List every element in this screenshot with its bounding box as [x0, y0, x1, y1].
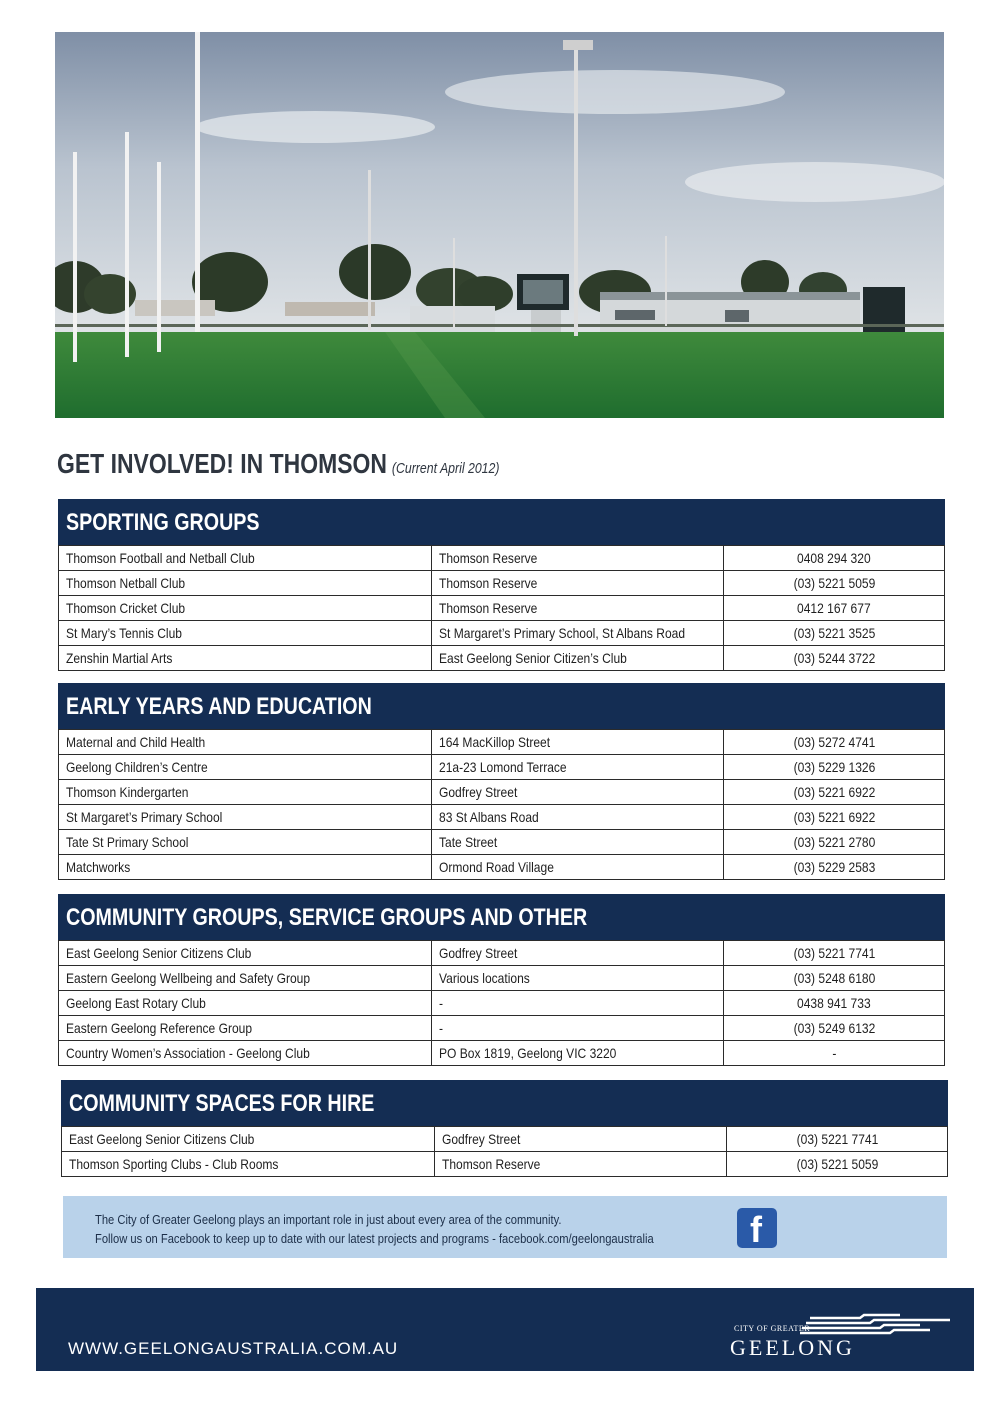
group-name-cell: [59, 805, 432, 830]
phone-cell: [724, 780, 945, 805]
location-cell-text: 21a-23 Lomond Terrace: [439, 759, 567, 775]
facebook-text: [95, 1210, 745, 1248]
location-cell-text: Thomson Reserve: [439, 550, 538, 566]
table-row: [59, 596, 945, 621]
group-name-cell: [59, 1041, 432, 1066]
location-cell: [435, 1127, 727, 1152]
group-name-cell: [59, 991, 432, 1016]
location-cell-text: St Margaret’s Primary School, St Albans Road: [439, 625, 686, 641]
location-cell-text: 83 St Albans Road: [439, 809, 539, 825]
section-heading-text: SPORTING GROUPS: [66, 509, 260, 536]
phone-cell-text: (03) 5221 6922: [793, 809, 875, 825]
location-cell-text: Godfrey Street: [439, 784, 518, 800]
location-cell: [432, 966, 724, 991]
group-name-cell-text: East Geelong Senior Citizens Club: [69, 1131, 255, 1147]
phone-cell-text: (03) 5229 1326: [793, 759, 875, 775]
group-name-cell-text: St Margaret’s Primary School: [66, 809, 223, 825]
phone-cell: [724, 730, 945, 755]
table-row: [62, 1127, 948, 1152]
section-heading: [61, 1080, 948, 1126]
table-row: [62, 1152, 948, 1177]
phone-cell-text: (03) 5249 6132: [793, 1020, 875, 1036]
section-spaces-for-hire: [61, 1080, 948, 1177]
group-name-cell-text: Thomson Netball Club: [66, 575, 186, 591]
group-name-cell: [59, 596, 432, 621]
phone-cell-text: (03) 5221 6922: [793, 784, 875, 800]
phone-cell-text: (03) 5244 3722: [793, 650, 875, 666]
location-cell: [432, 730, 724, 755]
table-row: [59, 805, 945, 830]
group-name-cell-text: Geelong Children’s Centre: [66, 759, 208, 775]
group-name-cell: [59, 646, 432, 671]
phone-cell: [724, 646, 945, 671]
section-heading-text: COMMUNITY GROUPS, SERVICE GROUPS AND OTHER: [66, 904, 588, 931]
phone-cell: [724, 966, 945, 991]
location-cell-text: Thomson Reserve: [442, 1156, 541, 1172]
phone-cell: [724, 571, 945, 596]
group-name-cell: [59, 730, 432, 755]
phone-cell: [724, 621, 945, 646]
section-community-groups: [58, 894, 945, 1066]
location-cell: [432, 830, 724, 855]
group-name-cell-text: Geelong East Rotary Club: [66, 995, 206, 1011]
phone-cell: [727, 1127, 948, 1152]
location-cell: [432, 1016, 724, 1041]
location-cell-text: Godfrey Street: [439, 945, 518, 961]
page-subtitle: (Current April 2012): [391, 460, 500, 477]
location-cell-text: PO Box 1819, Geelong VIC 3220: [439, 1045, 617, 1061]
location-cell: [432, 1041, 724, 1066]
logo-small-text: CITY OF GREATER: [734, 1324, 811, 1333]
contacts-table: [61, 1126, 948, 1177]
group-name-cell: [59, 571, 432, 596]
phone-cell-text: (03) 5221 7741: [793, 945, 875, 961]
group-name-cell-text: Maternal and Child Health: [66, 734, 206, 750]
section-heading-text: EARLY YEARS AND EDUCATION: [66, 693, 372, 720]
location-cell: [432, 755, 724, 780]
group-name-cell: [59, 755, 432, 780]
phone-cell-text: (03) 5221 3525: [793, 625, 875, 641]
group-name-cell-text: East Geelong Senior Citizens Club: [66, 945, 252, 961]
group-name-cell-text: Thomson Sporting Clubs - Club Rooms: [69, 1156, 279, 1172]
group-name-cell-text: Eastern Geelong Reference Group: [66, 1020, 253, 1036]
footer: [36, 1288, 974, 1371]
table-row: [59, 1041, 945, 1066]
location-cell-text: Various locations: [439, 970, 530, 986]
group-name-cell: [59, 966, 432, 991]
location-cell: [435, 1152, 727, 1177]
group-name-cell-text: Matchworks: [66, 859, 131, 875]
group-name-cell: [59, 621, 432, 646]
wave-lines-icon: [800, 1306, 960, 1336]
table-row: [59, 646, 945, 671]
sports-ground-photo: [55, 32, 944, 418]
table-row: [59, 830, 945, 855]
location-cell: [432, 780, 724, 805]
table-row: [59, 941, 945, 966]
group-name-cell: [62, 1152, 435, 1177]
location-cell-text: East Geelong Senior Citizen’s Club: [439, 650, 627, 666]
phone-cell-text: (03) 5248 6180: [793, 970, 875, 986]
location-cell-text: Thomson Reserve: [439, 600, 538, 616]
group-name-cell-text: Zenshin Martial Arts: [66, 650, 173, 666]
group-name-cell-text: Thomson Cricket Club: [66, 600, 186, 616]
location-cell: [432, 596, 724, 621]
contacts-table: [58, 545, 945, 671]
table-row: [59, 966, 945, 991]
page-title: [57, 448, 499, 480]
location-cell: [432, 805, 724, 830]
group-name-cell-text: Country Women’s Association - Geelong Club: [66, 1045, 310, 1061]
table-row: [59, 730, 945, 755]
location-cell: [432, 546, 724, 571]
phone-cell-text: (03) 5229 2583: [793, 859, 875, 875]
table-row: [59, 546, 945, 571]
phone-cell: [724, 1041, 945, 1066]
facebook-banner: [63, 1196, 947, 1258]
table-row: [59, 571, 945, 596]
group-name-cell-text: Thomson Kindergarten: [66, 784, 189, 800]
location-cell-text: 164 MacKillop Street: [439, 734, 551, 750]
location-cell: [432, 571, 724, 596]
logo-big-text: GEELONG: [730, 1335, 855, 1360]
section-early-years: [58, 683, 945, 880]
facebook-icon[interactable]: [737, 1208, 777, 1248]
phone-cell-text: (03) 5221 5059: [793, 575, 875, 591]
table-row: [59, 1016, 945, 1041]
location-cell-text: -: [439, 1020, 444, 1036]
facebook-icon-glyph: f: [750, 1209, 762, 1250]
location-cell: [432, 991, 724, 1016]
phone-cell-text: 0438 941 733: [797, 995, 871, 1011]
phone-cell: [724, 1016, 945, 1041]
phone-cell: [724, 755, 945, 780]
phone-cell-text: (03) 5272 4741: [793, 734, 875, 750]
table-row: [59, 855, 945, 880]
table-row: [59, 780, 945, 805]
group-name-cell-text: Thomson Football and Netball Club: [66, 550, 255, 566]
group-name-cell: [59, 855, 432, 880]
location-cell-text: Ormond Road Village: [439, 859, 554, 875]
contacts-table: [58, 940, 945, 1066]
table-row: [59, 755, 945, 780]
phone-cell-text: 0408 294 320: [797, 550, 871, 566]
section-heading: [58, 683, 945, 729]
group-name-cell: [59, 941, 432, 966]
facebook-text-line2: Follow us on Facebook to keep up to date with our latest projects and programs - facebook.com/geelongaustralia: [95, 1231, 654, 1246]
phone-cell: [724, 830, 945, 855]
section-heading: [58, 894, 945, 940]
contacts-table: [58, 729, 945, 880]
location-cell: [432, 621, 724, 646]
section-heading: [58, 499, 945, 545]
group-name-cell: [59, 1016, 432, 1041]
group-name-cell: [59, 780, 432, 805]
phone-cell-text: -: [831, 1045, 837, 1061]
group-name-cell: [62, 1127, 435, 1152]
group-name-cell: [59, 830, 432, 855]
phone-cell: [724, 855, 945, 880]
section-sporting-groups: [58, 499, 945, 671]
website-link[interactable]: WWW.GEELONGAUSTRALIA.COM.AU: [68, 1339, 399, 1358]
group-name-cell-text: Tate St Primary School: [66, 834, 189, 850]
location-cell-text: Thomson Reserve: [439, 575, 538, 591]
phone-cell: [724, 941, 945, 966]
group-name-cell: [59, 546, 432, 571]
section-heading-text: COMMUNITY SPACES FOR HIRE: [69, 1090, 375, 1117]
table-row: [59, 991, 945, 1016]
phone-cell: [724, 596, 945, 621]
phone-cell: [724, 805, 945, 830]
phone-cell: [727, 1152, 948, 1177]
phone-cell-text: (03) 5221 2780: [793, 834, 875, 850]
facebook-text-line1: The City of Greater Geelong plays an important role in just about every area of the community.: [95, 1212, 562, 1227]
group-name-cell-text: St Mary’s Tennis Club: [66, 625, 182, 641]
phone-cell: [724, 991, 945, 1016]
location-cell: [432, 646, 724, 671]
geelong-logo: [730, 1306, 960, 1366]
location-cell: [432, 941, 724, 966]
location-cell-text: Tate Street: [439, 834, 498, 850]
group-name-cell-text: Eastern Geelong Wellbeing and Safety Group: [66, 970, 311, 986]
location-cell: [432, 855, 724, 880]
phone-cell-text: 0412 167 677: [797, 600, 871, 616]
phone-cell-text: (03) 5221 5059: [796, 1156, 878, 1172]
location-cell-text: -: [439, 995, 444, 1011]
page-title-text: GET INVOLVED! IN THOMSON: [57, 448, 387, 479]
phone-cell-text: (03) 5221 7741: [796, 1131, 878, 1147]
phone-cell: [724, 546, 945, 571]
location-cell-text: Godfrey Street: [442, 1131, 521, 1147]
table-row: [59, 621, 945, 646]
